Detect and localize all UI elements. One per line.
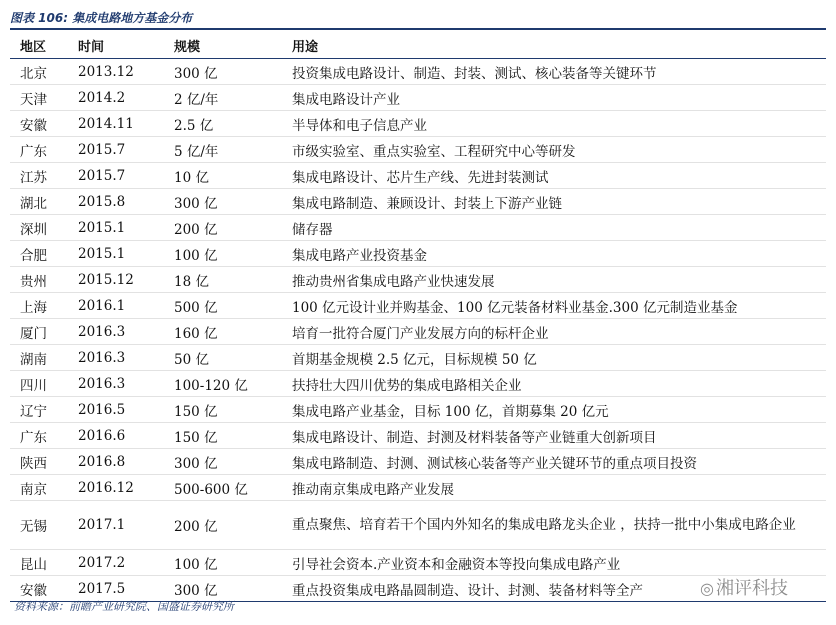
watermark xyxy=(700,574,788,600)
cell-time: 2017.5 xyxy=(68,576,164,602)
cell-region: 合肥 xyxy=(10,241,68,267)
cell-scale: 10 亿 xyxy=(164,163,282,189)
cell-purpose: 市级实验室、重点实验室、工程研究中心等研发 xyxy=(282,137,826,163)
table-row xyxy=(10,293,826,319)
table-row xyxy=(10,501,826,550)
cell-scale: 300 亿 xyxy=(164,189,282,215)
cell-scale: 18 亿 xyxy=(164,267,282,293)
cell-time: 2015.7 xyxy=(68,137,164,163)
cell-scale: 2 亿/年 xyxy=(164,85,282,111)
cell-purpose: 集成电路设计产业 xyxy=(282,85,826,111)
cell-time: 2016.6 xyxy=(68,423,164,449)
cell-scale: 150 亿 xyxy=(164,397,282,423)
header-time: 时间 xyxy=(68,32,164,59)
cell-time: 2015.7 xyxy=(68,163,164,189)
header-row xyxy=(10,32,826,59)
table-row xyxy=(10,111,826,137)
table-row xyxy=(10,397,826,423)
table-caption: 图表 106: 集成电路地方基金分布 xyxy=(10,4,826,30)
table-row xyxy=(10,241,826,267)
cell-scale: 300 亿 xyxy=(164,59,282,85)
table-row xyxy=(10,59,826,85)
table-row xyxy=(10,163,826,189)
cell-region: 辽宁 xyxy=(10,397,68,423)
wechat-icon: ◎ xyxy=(700,579,714,598)
cell-scale: 500 亿 xyxy=(164,293,282,319)
header-scale: 规模 xyxy=(164,32,282,59)
cell-time: 2016.12 xyxy=(68,475,164,501)
cell-time: 2016.3 xyxy=(68,345,164,371)
cell-region: 无锡 xyxy=(10,501,68,550)
cell-purpose: 重点投资集成电路晶圆制造、设计、封测、装备材料等全产 xyxy=(282,576,826,602)
cell-purpose: 半导体和电子信息产业 xyxy=(282,111,826,137)
cell-time: 2015.12 xyxy=(68,267,164,293)
cell-region: 深圳 xyxy=(10,215,68,241)
cell-scale: 100 亿 xyxy=(164,550,282,576)
cell-time: 2014.11 xyxy=(68,111,164,137)
cell-scale: 50 亿 xyxy=(164,345,282,371)
source-note: 资料来源：前瞻产业研究院、国盛证券研究所 xyxy=(14,600,234,613)
cell-time: 2013.12 xyxy=(68,59,164,85)
cell-region: 上海 xyxy=(10,293,68,319)
cell-scale: 160 亿 xyxy=(164,319,282,345)
cell-region: 安徽 xyxy=(10,111,68,137)
header-region: 地区 xyxy=(10,32,68,59)
cell-time: 2015.1 xyxy=(68,215,164,241)
cell-time: 2014.2 xyxy=(68,85,164,111)
cell-region: 厦门 xyxy=(10,319,68,345)
cell-region: 湖北 xyxy=(10,189,68,215)
fund-distribution-table xyxy=(10,32,826,602)
cell-purpose: 培育一批符合厦门产业发展方向的标杆企业 xyxy=(282,319,826,345)
cell-region: 湖南 xyxy=(10,345,68,371)
cell-region: 陕西 xyxy=(10,449,68,475)
cell-purpose: 推动贵州省集成电路产业快速发展 xyxy=(282,267,826,293)
cell-region: 北京 xyxy=(10,59,68,85)
table-row xyxy=(10,449,826,475)
cell-time: 2016.5 xyxy=(68,397,164,423)
cell-time: 2015.8 xyxy=(68,189,164,215)
table-row xyxy=(10,319,826,345)
table-row xyxy=(10,267,826,293)
cell-scale: 200 亿 xyxy=(164,215,282,241)
table-row xyxy=(10,550,826,576)
cell-scale: 150 亿 xyxy=(164,423,282,449)
cell-scale: 200 亿 xyxy=(164,501,282,550)
cell-region: 广东 xyxy=(10,137,68,163)
table-row xyxy=(10,345,826,371)
cell-purpose: 重点聚焦、培育若干个国内外知名的集成电路龙头企业 ，扶持一批中小集成电路企业 xyxy=(282,501,826,550)
cell-time: 2016.3 xyxy=(68,371,164,397)
table-row xyxy=(10,85,826,111)
cell-region: 安徽 xyxy=(10,576,68,602)
cell-scale: 2.5 亿 xyxy=(164,111,282,137)
watermark-text: 湘评科技 xyxy=(715,578,788,599)
cell-scale: 300 亿 xyxy=(164,576,282,602)
cell-scale: 5 亿/年 xyxy=(164,137,282,163)
cell-purpose: 集成电路产业基金，目标 100 亿，首期募集 20 亿元 xyxy=(282,397,826,423)
table-row xyxy=(10,215,826,241)
cell-scale: 300 亿 xyxy=(164,449,282,475)
table-row xyxy=(10,189,826,215)
header-purpose: 用途 xyxy=(282,32,826,59)
cell-region: 南京 xyxy=(10,475,68,501)
cell-purpose: 集成电路设计、芯片生产线、先进封装测试 xyxy=(282,163,826,189)
cell-purpose: 引导社会资本.产业资本和金融资本等投向集成电路产业 xyxy=(282,550,826,576)
cell-purpose: 推动南京集成电路产业发展 xyxy=(282,475,826,501)
cell-time: 2017.2 xyxy=(68,550,164,576)
cell-region: 四川 xyxy=(10,371,68,397)
cell-purpose: 集成电路设计、制造、封测及材料装备等产业链重大创新项目 xyxy=(282,423,826,449)
cell-region: 天津 xyxy=(10,85,68,111)
table-row xyxy=(10,423,826,449)
table-row xyxy=(10,371,826,397)
cell-purpose: 储存器 xyxy=(282,215,826,241)
cell-region: 昆山 xyxy=(10,550,68,576)
cell-purpose: 集成电路制造、封测、测试核心装备等产业关键环节的重点项目投资 xyxy=(282,449,826,475)
cell-purpose: 集成电路制造、兼顾设计、封装上下游产业链 xyxy=(282,189,826,215)
cell-purpose: 扶持壮大四川优势的集成电路相关企业 xyxy=(282,371,826,397)
cell-scale: 100 亿 xyxy=(164,241,282,267)
cell-purpose: 投资集成电路设计、制造、封装、测试、核心装备等关键环节 xyxy=(282,59,826,85)
cell-region: 广东 xyxy=(10,423,68,449)
cell-scale: 500-600 亿 xyxy=(164,475,282,501)
cell-purpose: 集成电路产业投资基金 xyxy=(282,241,826,267)
cell-time: 2016.8 xyxy=(68,449,164,475)
table-row xyxy=(10,137,826,163)
cell-region: 贵州 xyxy=(10,267,68,293)
cell-time: 2017.1 xyxy=(68,501,164,550)
cell-purpose: 100 亿元设计业并购基金、100 亿元装备材料业基金.300 亿元制造业基金 xyxy=(282,293,826,319)
cell-time: 2016.1 xyxy=(68,293,164,319)
cell-region: 江苏 xyxy=(10,163,68,189)
cell-scale: 100-120 亿 xyxy=(164,371,282,397)
cell-time: 2016.3 xyxy=(68,319,164,345)
table-row xyxy=(10,475,826,501)
cell-time: 2015.1 xyxy=(68,241,164,267)
cell-purpose: 首期基金规模 2.5 亿元，目标规模 50 亿 xyxy=(282,345,826,371)
